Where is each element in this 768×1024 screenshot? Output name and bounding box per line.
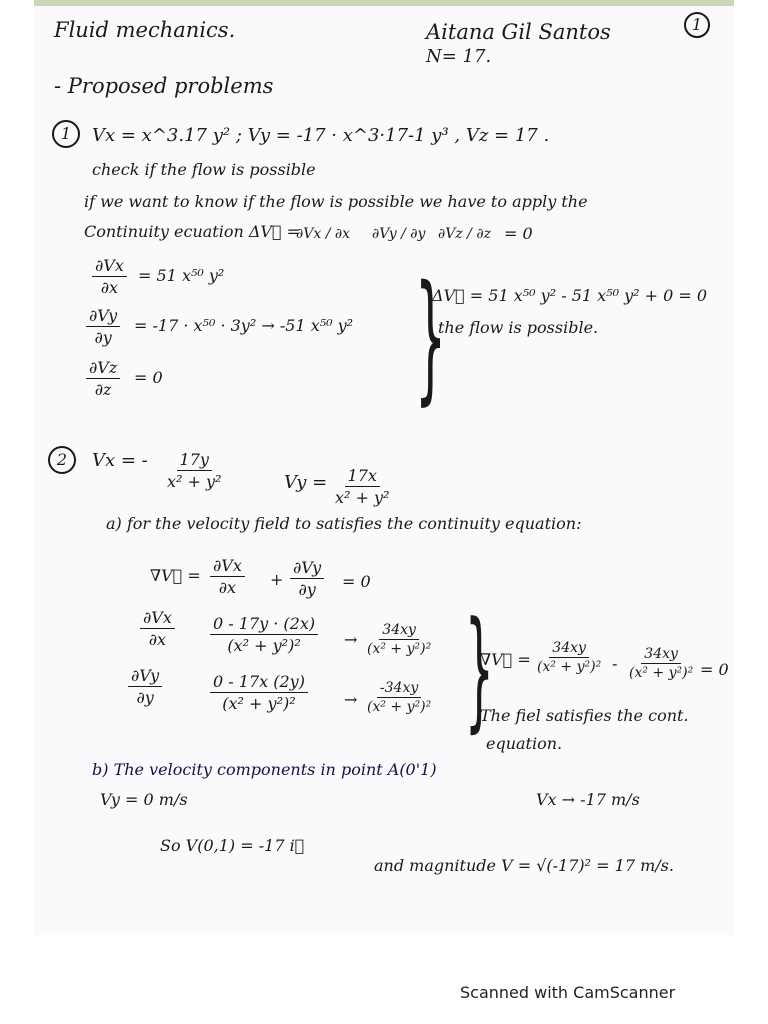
dvz-result: = 0 — [134, 368, 163, 387]
a-dvy-denominator: ∂y — [136, 688, 154, 707]
vy-denominator: x² + y² — [335, 488, 390, 507]
scanned-page — [34, 0, 734, 935]
vx-numerator: 17y — [177, 450, 212, 471]
a-dvy-res-denominator: (x² + y²)² — [367, 699, 432, 715]
dvy-denominator: ∂y — [94, 328, 112, 347]
a-sum-term-1 — [534, 640, 604, 675]
problem-2-vx-label: Vx = - — [92, 450, 148, 471]
div-t2-denominator: ∂y — [298, 580, 316, 599]
problem-2-marker: 2 — [48, 446, 76, 474]
part-b-magnitude: and magnitude V = √(-17)² = 17 m/s. — [374, 856, 674, 875]
page-edge-strip — [34, 0, 734, 6]
part-a-conclusion-2: equation. — [486, 734, 563, 753]
a-dvx-mid-numerator: 0 - 17y · (2x) — [210, 614, 318, 635]
part-b-vx: Vx → -17 m/s — [536, 790, 640, 809]
a-dvy-arrow: → — [344, 690, 358, 709]
dvx-dx-fraction — [92, 256, 127, 297]
problem-1-statement: Vx = x^3.17 y² ; Vy = -17 · x^3·17-1 y³ , Vz = 17 . — [92, 125, 550, 146]
a-sum-t2-denominator: (x² + y²)² — [629, 665, 694, 681]
divergence-term-1 — [210, 556, 245, 597]
div-t1-denominator: ∂x — [218, 578, 237, 597]
continuity-term-1: ∂Vx / ∂x — [296, 226, 350, 242]
a-dvy-expression — [210, 672, 308, 713]
section-heading: - Proposed problems — [54, 74, 274, 98]
problem-1-result: ΔV⃗ = 51 x⁵⁰ y² - 51 x⁵⁰ y² + 0 = 0 — [432, 286, 708, 305]
a-dvx-arrow: → — [344, 630, 358, 649]
a-dvy-numerator: ∂Vy — [128, 666, 162, 687]
dvy-dy-fraction — [86, 306, 120, 347]
part-a-conclusion-1: The fiel satisfies the cont. — [480, 706, 689, 725]
a-dvy-res-numerator: -34xy — [377, 680, 421, 698]
a-dvx-mid-denominator: (x² + y²)² — [227, 636, 301, 655]
problem-1-explanation-1: if we want to know if the flow is possible we have to apply the — [84, 192, 588, 211]
a-sum-term-2 — [626, 646, 696, 681]
problem-2-vx-fraction — [164, 450, 224, 491]
a-dvy-result — [364, 680, 434, 715]
a-sum-end: = 0 — [700, 660, 729, 679]
student-number: N= 17. — [426, 46, 492, 67]
a-sum-label: ∇V⃗ = — [480, 650, 531, 669]
problem-1-brace: } — [414, 256, 447, 419]
dvx-denominator: ∂x — [100, 278, 119, 297]
problem-1-conclusion: the flow is possible. — [438, 318, 599, 337]
part-b-velocity-vector: So V(0,1) = -17 i⃗ — [160, 836, 305, 855]
dvz-denominator: ∂z — [94, 380, 112, 399]
a-dvy-mid-denominator: (x² + y²)² — [222, 694, 296, 713]
dvx-result: = 51 x⁵⁰ y² — [138, 266, 225, 285]
a-sum-t2-numerator: 34xy — [641, 646, 681, 664]
div-t2-numerator: ∂Vy — [290, 558, 324, 579]
scanner-watermark: Scanned with CamScanner — [460, 983, 676, 1002]
problem-2-vy-label: Vy = — [284, 472, 328, 493]
divergence-label: ∇V⃗ = — [150, 566, 201, 585]
a-dvx-numerator: ∂Vx — [140, 608, 175, 629]
page-number-marker: 1 — [684, 12, 710, 38]
a-dvx-fraction — [140, 608, 175, 649]
a-sum-t1-numerator: 34xy — [549, 640, 589, 658]
dvy-result: = -17 · x⁵⁰ · 3y² → -51 x⁵⁰ y² — [134, 316, 354, 335]
a-dvy-mid-numerator: 0 - 17x (2y) — [210, 672, 308, 693]
vx-denominator: x² + y² — [167, 472, 222, 491]
part-b-vy: Vy = 0 m/s — [100, 790, 188, 809]
vy-numerator: 17x — [345, 466, 380, 487]
a-dvx-expression — [210, 614, 318, 655]
divergence-term-2 — [290, 558, 324, 599]
problem-2-brace: } — [464, 593, 494, 745]
problem-2-vy-fraction — [332, 466, 392, 507]
dvz-numerator: ∂Vz — [86, 358, 120, 379]
problem-1-task: check if the flow is possible — [92, 160, 316, 179]
a-dvy-fraction — [128, 666, 162, 707]
divergence-plus: + — [270, 570, 284, 589]
problem-1-marker: 1 — [52, 120, 80, 148]
continuity-term-2: ∂Vy / ∂y — [372, 226, 426, 242]
a-dvx-res-numerator: 34xy — [379, 622, 419, 640]
part-a-statement: a) for the velocity field to satisfies the continuity equation: — [106, 514, 582, 533]
continuity-end: = 0 — [504, 224, 533, 243]
problem-1-explanation-2: Continuity ecuation ΔV⃗ = — [84, 222, 301, 241]
dvz-dz-fraction — [86, 358, 120, 399]
div-t1-numerator: ∂Vx — [210, 556, 245, 577]
a-sum-t1-denominator: (x² + y²)² — [537, 659, 602, 675]
a-sum-minus: - — [612, 654, 618, 673]
a-dvx-denominator: ∂x — [148, 630, 167, 649]
course-title: Fluid mechanics. — [54, 18, 236, 42]
author-name: Aitana Gil Santos — [426, 20, 611, 44]
part-b-statement: b) The velocity components in point A(0'1) — [92, 760, 437, 779]
dvy-numerator: ∂Vy — [86, 306, 120, 327]
dvx-numerator: ∂Vx — [92, 256, 127, 277]
a-dvx-res-denominator: (x² + y²)² — [367, 641, 432, 657]
divergence-end: = 0 — [342, 572, 371, 591]
continuity-term-3: ∂Vz / ∂z — [438, 226, 491, 242]
a-dvx-result — [364, 622, 434, 657]
